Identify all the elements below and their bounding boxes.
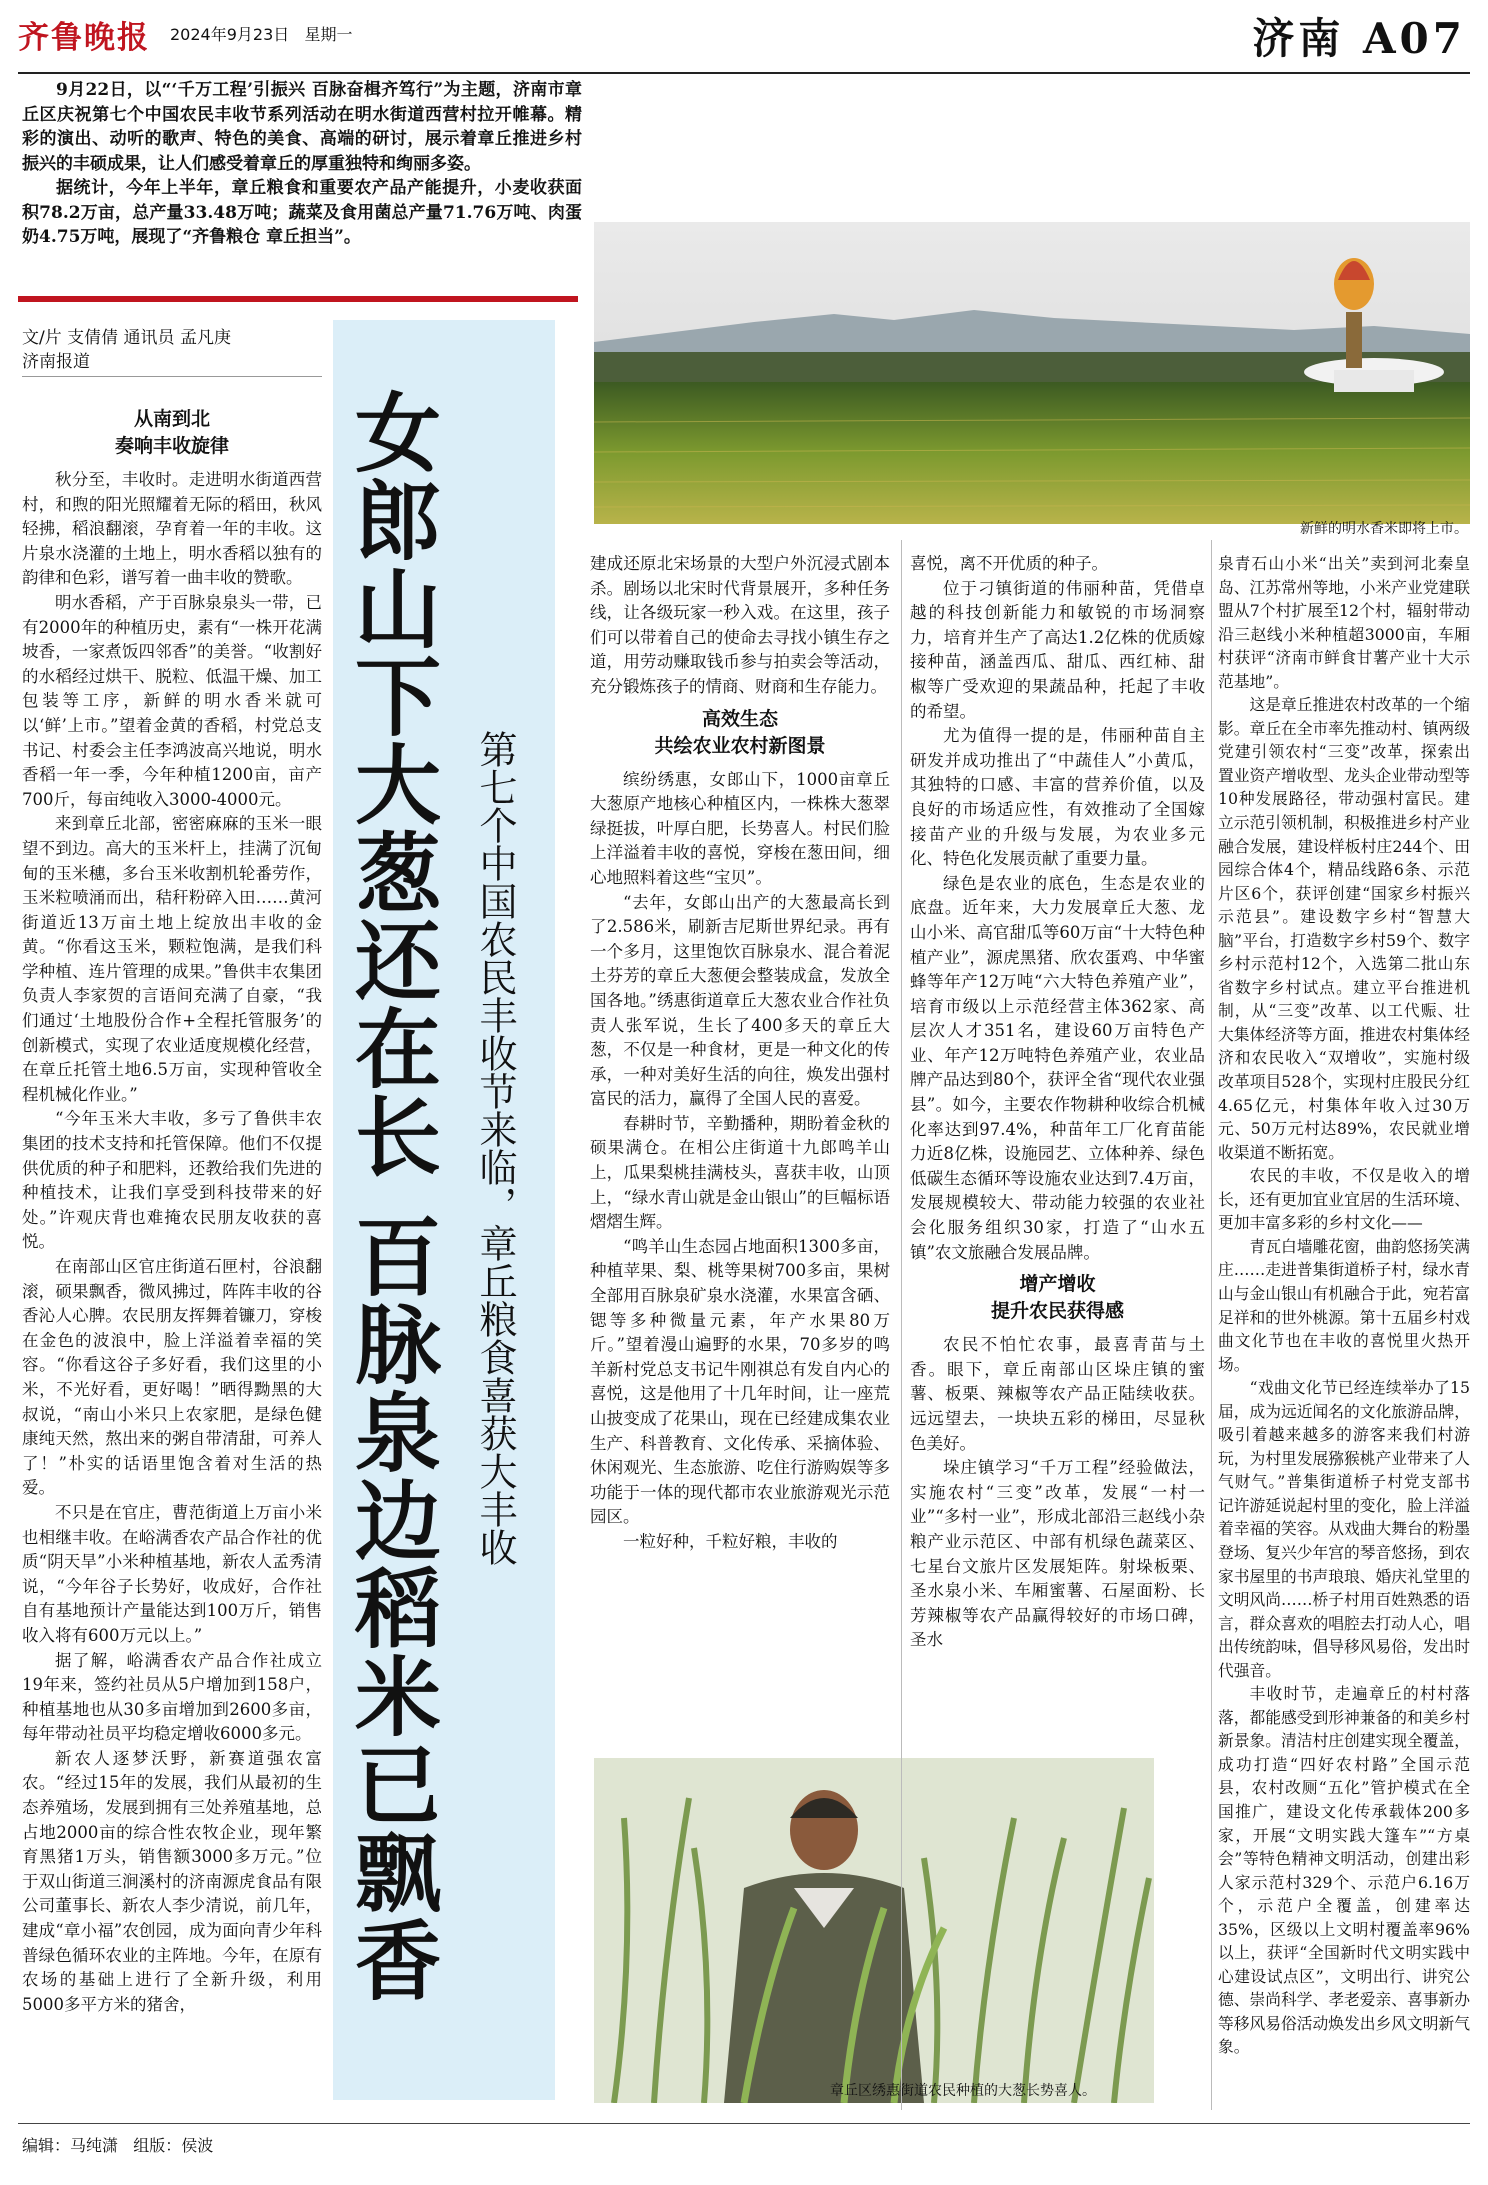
column-4 (1218, 552, 1470, 2059)
issue-date (170, 22, 353, 45)
date-text: 2024年9月23日 (170, 25, 290, 44)
paragraph: 位于刁镇街道的伟丽种苗，凭借卓越的科技创新能力和敏锐的市场洞察力，培育并生产了高达1.2亿株的优质嫁接种苗，涵盖西瓜、甜瓜、西红柿、甜椒等广受欢迎的果蔬品种，托起了丰收的希望。 (910, 578, 1205, 721)
paragraph: 农民的丰收，不仅是收入的增长，还有更加宜业宜居的生活环境、更加丰富多彩的乡村文化—— (1218, 1166, 1470, 1233)
red-divider (18, 296, 578, 302)
paragraph: 缤纷绣惠，女郎山下，1000亩章丘大葱原产地核心种植区内，一株株大葱翠绿挺拔，叶厚白肥，长势喜人。村民们脸上洋溢着丰收的喜悦，穿梭在葱田间，细心地照料着这些“宝贝”。 (590, 769, 890, 887)
paragraph: 据了解，峪满香农产品合作社成立19年来，签约社员从5户增加到158户，种植基地也从30多亩增加到2600多亩，每年带动社员平均稳定增收6000多元。 (22, 1650, 322, 1744)
paragraph: 青瓦白墙雕花窗，曲韵悠扬笑满庄……走进普集街道桥子村，绿水青山与金山银山有机融合于此，宛若富足祥和的世外桃源。第十五届乡村戏曲文化节也在丰收的喜悦里火热开场。 (1218, 1236, 1470, 1374)
paragraph: 丰收时节，走遍章丘的村村落落，都能感受到形神兼备的和美乡村新景象。清洁村庄创建实现全覆盖，成功打造“四好农村路”全国示范县，农村改厕“五化”管护模式在全国推广，建设文化传承载体200多家，开展“文明实践大篷车”“方桌会”等特色精神文明活动，创建出彩人家示范村329个、示范户6.16万个，示范户全覆盖，创建率达35%，区级以上文明村覆盖率96%以上，获评“全国新时代文明实践中心建设试点区”，文明出行、讲究公德、崇尚科学、孝老爱亲、喜事新办等移风易俗活动焕发出乡风文明新气象。 (1218, 1684, 1470, 2057)
section2-heading-line2: 共绘农业农村新图景 (654, 734, 826, 757)
paragraph: 尤为值得一提的是，伟丽种苗自主研发并成功推出了“中蔬佳人”小黄瓜，其独特的口感、丰富的营养价值，以及良好的市场适应性，有效推动了全国嫁接苗产业的升级与发展，为农业多元化、特色化发展贡献了重要力量。 (910, 726, 1205, 869)
section3-heading-line1: 增产增收 (1019, 1273, 1096, 1296)
section2-heading (590, 706, 890, 760)
headline: 女郎山下大葱还在长 百脉泉边稻米已飘香 (340, 388, 440, 2004)
section2-heading-line1: 高效生态 (701, 707, 778, 730)
paragraph: “戏曲文化节已经连续举办了15届，成为远近闻名的文化旅游品牌，吸引着越来越多的游客来我们村游玩，为村里发展猕猴桃产业带来了人气财气。”普集街道桥子村党支部书记许游延说起村里的变化，脸上洋溢着幸福的笑容。从戏曲大舞台的粉墨登场、复兴少年宫的琴音悠扬，到农家书屋里的书声琅琅、婚庆礼堂里的文明风尚……桥子村用百姓熟悉的语言，群众喜欢的唱腔去打动人心，唱出传统韵味，倡导移风易俗，发出时代强音。 (1218, 1378, 1470, 1680)
paragraph: 垛庄镇学习“千万工程”经验做法，实施农村“三变”改革，发展“一村一业”“多村一业”，形成北部沿三赵线小杂粮产业示范区、中部有机绿色蔬菜区、七星台文旅片区发展矩阵。射垛板栗、圣水泉小米、车厢蜜薯、石屋面粉、长芳辣椒等农产品赢得较好的市场口碑，圣水 (910, 1458, 1205, 1650)
column-3 (910, 552, 1205, 1653)
paragraph: 明水香稻，产于百脉泉泉头一带，已有2000年的种植历史，素有“一株开花满坡香，一家煮饭四邻香”的美誉。“收割好的水稻经过烘干、脱粒、低温干燥、加工包装等工序，新鲜的明水香米就可以‘鲜’上市。”望着金黄的香稻，村党总支书记、村委会主任李鸿波高兴地说，明水香稻一年一季，今年种植1200亩，亩产700斤，每亩纯收入3000-4000元。 (22, 592, 322, 809)
paragraph: “鸣羊山生态园占地面积1300多亩，种植苹果、梨、桃等果树700多亩，果树全部用百脉泉矿泉水浇灌，水果富含硒、锶等多种微量元素，年产水果80万斤。”望着漫山遍野的水果，70多岁的鸣羊新村党总支书记牛刚祺总有发自内心的喜悦，这是他用了十几年时间，让一座荒山披变成了花果山，现在已经建成集农业生产、科普教育、文化传承、采摘体验、休闲观光、生态旅游、吃住行游购娱等多功能于一体的现代都市农业旅游观光示范园区。 (590, 1236, 890, 1527)
paragraph: 春耕时节，辛勤播种，期盼着金秋的硕果满仓。在相公庄街道十九郎鸣羊山上，瓜果梨桃挂满枝头，喜获丰收，山顶上，“绿水青山就是金山银山”的巨幅标语熠熠生辉。 (590, 1113, 890, 1232)
section1-heading-line1: 从南到北 (133, 408, 210, 430)
paragraph: 绿色是农业的底色，生态是农业的底盘。近年来，大力发展章丘大葱、龙山小米、高官甜瓜等60万亩“十大特色种植产业”，源虎黑猪、欣农蛋鸡、中华蜜蜂等年产12万吨“六大特色养殖产业”，培育市级以上示范经营主体362家、高层次人才351名，建设60万亩特色产业、年产12万吨特色养殖产业，农业品牌产品达到80个，获评全省“现代农业强县”。如今，主要农作物耕种收综合机械化率达到97.4%，种苗年工厂化育苗能力近8亿株，设施园艺、立体种养、绿色低碳生态循环等设施农业达到7.4万亩，发展规模较大、带动能力较强的农业社会化服务组织30家，打造了“山水五镇”农文旅融合发展品牌。 (910, 873, 1205, 1262)
byline-location: 济南报道 (22, 352, 90, 372)
footer-credits (22, 2133, 213, 2156)
paragraph: 建成还原北宋场景的大型户外沉浸式剧本杀。剧场以北宋时代背景展开，多种任务线，让各级玩家一秒入戏。在这里，孩子们可以带着自己的使命去寻找小镇生存之道，用劳动赚取钱币参与拍卖会等活动，充分锻炼孩子的情商、财商和生存能力。 (590, 554, 890, 696)
scallion-field-photo (594, 1758, 1154, 2103)
footer-rule (18, 2123, 1470, 2124)
top-rule (18, 72, 1470, 74)
section-name: 济南 (1252, 14, 1345, 63)
byline-rule (22, 376, 322, 377)
lead-p2: 据统计，今年上半年，章丘粮食和重要农产品产能提升，小麦收获面积78.2万亩，总产量33.48万吨；蔬菜及食用菌总产量71.76万吨、肉蛋奶4.75万吨，展现了“齐鲁粮仓 章丘担当”。 (22, 178, 582, 247)
paragraph: “去年，女郎山出产的大葱最高长到了2.586米，刷新吉尼斯世界纪录。再有一个多月，这里饱饮百脉泉水、混合着泥土芬芳的章丘大葱便会整装成盒，发放全国各地。”绣惠街道章丘大葱农业合作社负责人张军说，生长了400多天的章丘大葱，不仅是一种食材，更是一种文化的传承，一种对美好生活的向往，焕发出强村富民的活力，赢得了全国人民的喜爱。 (590, 892, 890, 1109)
scallion-farmer-image (594, 1758, 1154, 2103)
paragraph: 来到章丘北部，密密麻麻的玉米一眼望不到边。高大的玉米杆上，挂满了沉甸甸的玉米穗，多台玉米收割机轮番劳作，玉米粒喷涌而出，秸秆粉碎入田……黄河街道近13万亩土地上绽放出丰收的金黄。“你看这玉米，颗粒饱满，是我们科学种植、连片管理的成果。”鲁供丰农集团负责人李家贺的言语间充满了自豪，“我们通过‘土地股份合作+全程托管服务’的创新模式，实现了农业适度规模化经营，在章丘托管土地6.5万亩，实现种管收全程机械化作业。” (22, 814, 322, 1104)
paragraph: 泉青石山小米“出关”卖到河北秦皇岛、江苏常州等地，小米产业党建联盟从7个村扩展至12个村，辐射带动沿三赵线小米种植超3000亩，车厢村获评“济南市鲜食甘薯产业十大示范基地”。 (1218, 554, 1470, 691)
column-2 (590, 552, 890, 1555)
photo2-caption: 章丘区绣惠街道农民种植的大葱长势喜人。 (830, 2083, 1096, 2099)
paragraph: 在南部山区官庄街道石匣村，谷浪翻滚，硕果飘香，微风拂过，阵阵丰收的谷香沁人心脾。农民朋友挥舞着镰刀，穿梭在金色的波浪中，脸上洋溢着幸福的笑容。“你看这谷子多好看，我们这里的小米，不光好看，更好喝！”晒得黝黑的大叔说，“南山小米只上农家肥，是绿色健康纯天然，熬出来的粥自带清甜，可养人了！”朴实的话语里饱含着对生活的热爱。 (22, 1257, 322, 1498)
paragraph: 一粒好种，千粒好粮，丰收的 (623, 1531, 838, 1551)
byline (22, 326, 322, 374)
column-divider (1211, 540, 1212, 2110)
paragraph: 新农人逐梦沃野，新赛道强农富农。“经过15年的发展，我们从最初的生态养殖场，发展到拥有三处养殖基地，总占地2000亩的综合性农牧企业，现年繁育黑猪1万头，销售额3000多万元。”位于双山街道三涧溪村的济南源虎食品有限公司董事长、新农人李少清说，前几年，建成“章小福”农创园，成为面向青少年科普绿色循环农业的主阵地。今年，在原有农场的基础上进行了全新升级，利用5000多平方米的猪舍， (22, 1748, 322, 2014)
section3-heading-line2: 提升农民获得感 (990, 1300, 1124, 1323)
paragraph: 这是章丘推进农村改革的一个缩影。章丘在全市率先推动村、镇两级党建引领农村“三变”改革，探索出置业资产增收型、龙头企业带动型等10种发展路径，带动强村富民。建立示范引领机制，积极推进乡村产业融合发展，建设样板村庄244个、田园综合体4个，精品线路6条、示范片区6个，获评创建“国家乡村振兴示范县”。建设数字乡村“智慧大脑”平台，打造数字乡村59个、数字乡村示范村12个，入选第二批山东省数字乡村试点。建立平台推进机制，从“三变”改革、以工代赈、壮大集体经济等方面，推进农村集体经济和农民收入“双增收”，实施村级改革项目528个，实现村庄股民分红4.65亿元，村集体年收入过30万元、50万元村达89%，农民就业增收渠道不断拓宽。 (1218, 695, 1470, 1162)
paragraph: 喜悦，离不开优质的种子。 (910, 554, 1108, 573)
lead-p1: 9月22日，以“‘千万工程’引振兴 百脉奋楫齐笃行”为主题，济南市章丘区庆祝第七个中国农民丰收节系列活动在明水街道西营村拉开帷幕。精彩的演出、动听的歌声、特色的美食、高端的研讨，展示着章丘推进乡村振兴的丰硕成果，让人们感受着章丘的厚重独特和绚丽多姿。 (22, 80, 582, 174)
subheadline: 第七个中国农民丰收节来临，章丘粮食喜获大丰收 (473, 730, 517, 1566)
paragraph: 秋分至，丰收时。走进明水街道西营村，和煦的阳光照耀着无际的稻田，秋风轻拂，稻浪翻滚，孕育着一年的丰收。这片泉水浇灌的土地上，明水香稻以独有的韵律和色彩，谱写着一曲丰收的赞歌。 (22, 470, 322, 588)
paragraph: 农民不怕忙农事，最喜青苗与土香。眼下，章丘南部山区垛庄镇的蜜薯、板栗、辣椒等农产品正陆续收获。远远望去，一块块五彩的梯田，尽显秋色美好。 (910, 1335, 1205, 1453)
paper-logo: 齐鲁晚报 (18, 20, 150, 56)
editor-credit: 编辑：马纯潇 (22, 2136, 119, 2155)
column-1 (22, 400, 322, 2017)
paragraph: 不只是在官庄，曹范街道上万亩小米也相继丰收。在峪满香农产品合作社的优质“阴天旱”小米种植基地，新农人孟秀清说，“今年谷子长势好，收成好，合作社自有基地预计产量能达到100万斤，销售收入将有600万元以上。” (22, 1502, 322, 1645)
layout-credit: 组版：侯波 (133, 2136, 214, 2155)
byline-authors: 文/片 支倩倩 通讯员 孟凡庚 (22, 328, 231, 348)
page-number: A07 (1362, 14, 1466, 63)
section1-heading-line2: 奏响丰收旋律 (114, 435, 229, 457)
lead-paragraphs (22, 78, 582, 250)
section3-heading (910, 1271, 1205, 1325)
paragraph: “今年玉米大丰收，多亏了鲁供丰农集团的技术支持和托管保障。他们不仅提供优质的种子和肥料，还教给我们先进的种植技术，让我们享受到科技带来的好处。”许观庆背也难掩农民朋友收获的喜悦。 (22, 1109, 322, 1252)
section1-heading (22, 406, 322, 460)
column-divider (901, 540, 902, 2110)
photo1-caption: 新鲜的明水香米即将上市。 (1300, 521, 1468, 537)
weekday-text: 星期一 (304, 25, 353, 44)
rice-field-image (594, 222, 1470, 524)
page-marker (1252, 6, 1466, 66)
rice-field-photo (594, 222, 1470, 524)
